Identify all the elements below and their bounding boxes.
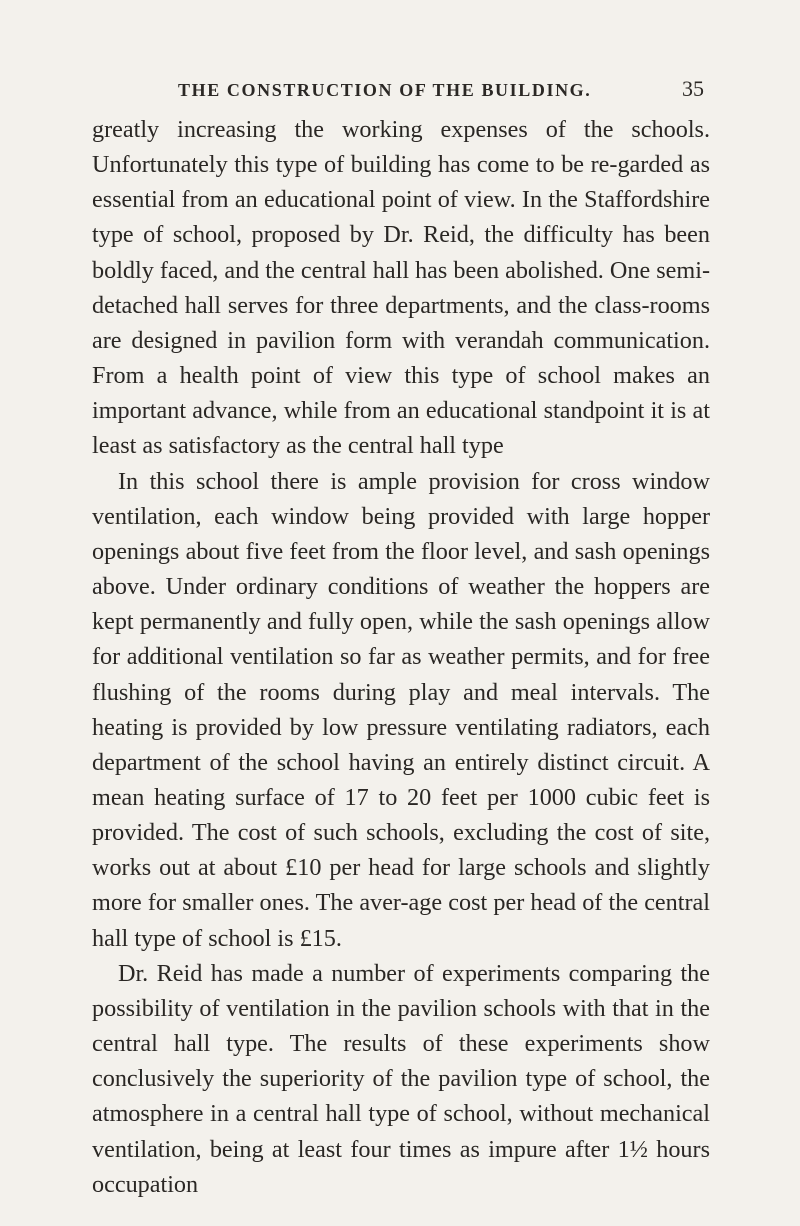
page-number: 35 (682, 76, 704, 101)
running-head (178, 76, 704, 106)
paragraph-ventilation: In this school there is ample provision for cross window ventilation, each window being provided with large hopper openings about five feet from the floor level, and sash openings above. Under ordinary conditions of weather the hoppers are kept permanently and fully open, while the sash openings allow for additional ventilation so far as weather permits, and for free flushing of the rooms during play and meal intervals. The heating is provided by low pressure ventilating radiators, each department of the school having an entirely distinct circuit. A mean heating surface of 17 to 20 feet per 1000 cubic feet is provided. The cost of such schools, excluding the cost of site, works out at about £10 per head for large schools and slightly more for smaller ones. The aver-age cost per head of the central hall type of school is £15. (92, 467, 710, 952)
paragraph-experiments: Dr. Reid has made a number of experiments comparing the possibility of ventilation in the pavilion schools with that in the central hall type. The results of these experiments show conclusively the superiority of the pavilion type of school, the atmosphere in a central hall type of school, without mechanical ventilation, being at least four times as impure after 1½ hours occupation (92, 959, 710, 1198)
body-text (92, 112, 710, 1202)
running-title: THE CONSTRUCTION OF THE BUILDING. (178, 80, 592, 100)
paragraph-continued: greatly increasing the working expenses of the schools. Unfortunately this type of building has come to be re-garded as essential from an educational point of view. In the Staffordshire type of school, proposed by Dr. Reid, the difficulty has been boldly faced, and the central hall has been abolished. One semi-detached hall serves for three departments, and the class-rooms are designed in pavilion form with verandah communication. From a health point of view this type of school makes an important advance, while from an educational standpoint it is at least as satisfactory as the central hall type (92, 116, 710, 460)
